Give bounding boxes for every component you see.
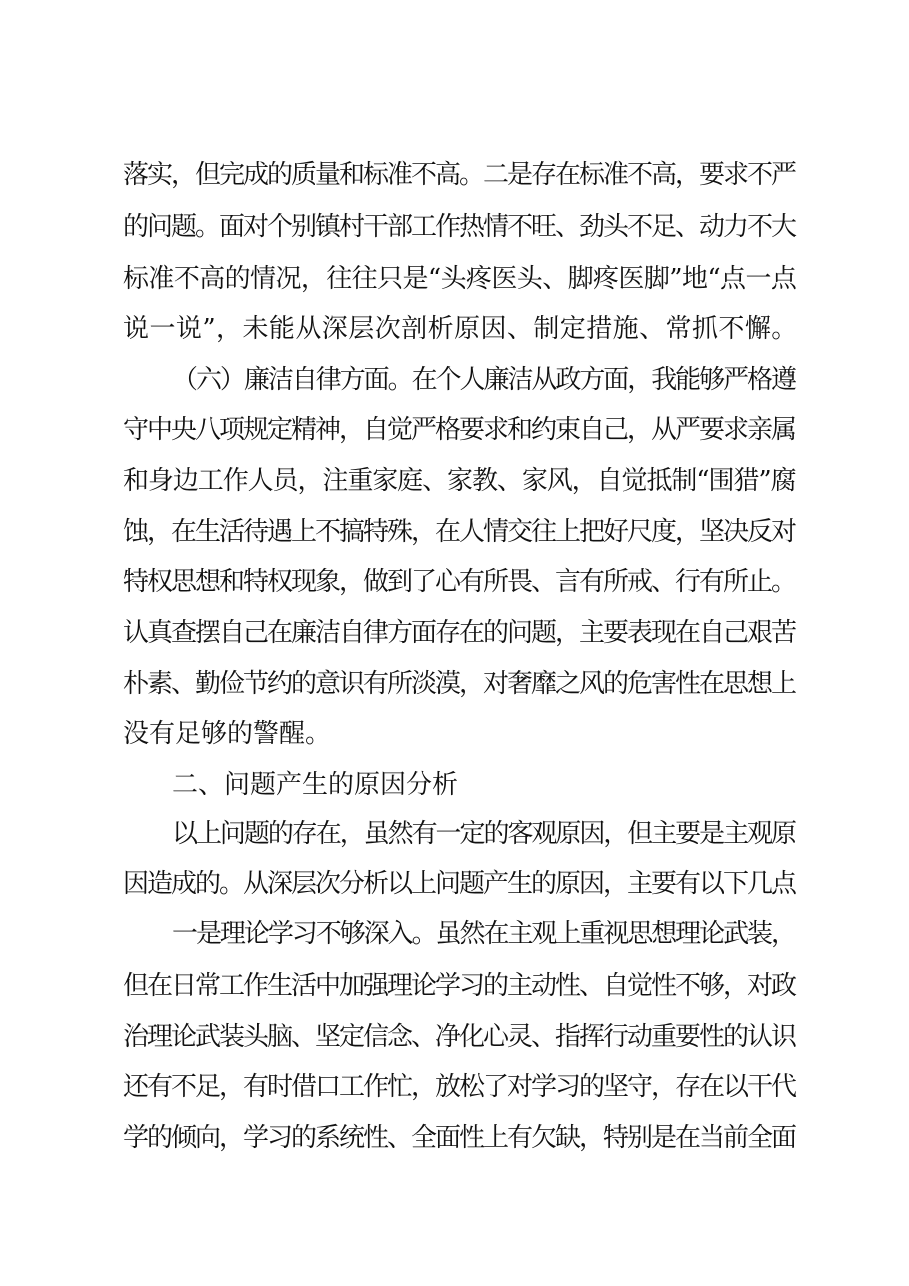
- body-text-line: 落实，但完成的质量和标准不高。二是存在标准不高，要求不严: [123, 160, 796, 190]
- body-text-line: 朴素、勤俭节约的意识有所淡漠，对奢靡之风的危害性在思想上: [123, 669, 796, 699]
- body-text-line: 还有不足，有时借口工作忙，放松了对学习的坚守，存在以干代: [123, 1072, 796, 1102]
- body-text-line: 和身边工作人员，注重家庭、家教、家风，自觉抵制“围猎”腐: [123, 466, 796, 496]
- body-text-line: 但在日常工作生活中加强理论学习的主动性、自觉性不够，对政: [123, 971, 796, 1001]
- body-text-line: 治理论武装头脑、坚定信念、净化心灵、指挥行动重要性的认识: [123, 1022, 796, 1052]
- paragraph-first-line: 以上问题的存在，虽然有一定的客观原因，但主要是主观原: [172, 819, 795, 849]
- body-text-line: 因造成的。从深层次分析以上问题产生的原因，主要有以下几点: [123, 869, 796, 899]
- body-text-line: 特权思想和特权现象，做到了心有所畏、言有所戒、行有所止。: [123, 567, 796, 597]
- section-heading: 二、问题产生的原因分析: [172, 770, 459, 800]
- body-text-line: 学的倾向，学习的系统性、全面性上有欠缺，特别是在当前全面: [123, 1123, 796, 1153]
- section-intro-line: （六）廉洁自律方面。在个人廉洁从政方面，我能够严格遵: [172, 365, 795, 395]
- body-text-line: 没有足够的警醒。: [123, 719, 332, 749]
- paragraph-first-line: 一是理论学习不够深入。虽然在主观上重视思想理论武装，: [172, 919, 795, 949]
- body-text-line: 的问题。面对个别镇村干部工作热情不旺、劲头不足、动力不大: [123, 212, 796, 242]
- body-text-line: 守中央八项规定精神，自觉严格要求和约束自己，从严要求亲属: [123, 415, 796, 445]
- body-text-line: 蚀，在生活待遇上不搞特殊，在人情交往上把好尺度，坚决反对: [123, 517, 796, 547]
- body-text-line: 认真查摆自己在廉洁自律方面存在的问题，主要表现在自己艰苦: [123, 618, 796, 648]
- body-text-line: 标准不高的情况，往往只是“头疼医头、脚疼医脚”地“点一点: [123, 264, 797, 294]
- body-text-line: 说一说”，未能从深层次剖析原因、制定措施、常抓不懈。: [123, 314, 798, 344]
